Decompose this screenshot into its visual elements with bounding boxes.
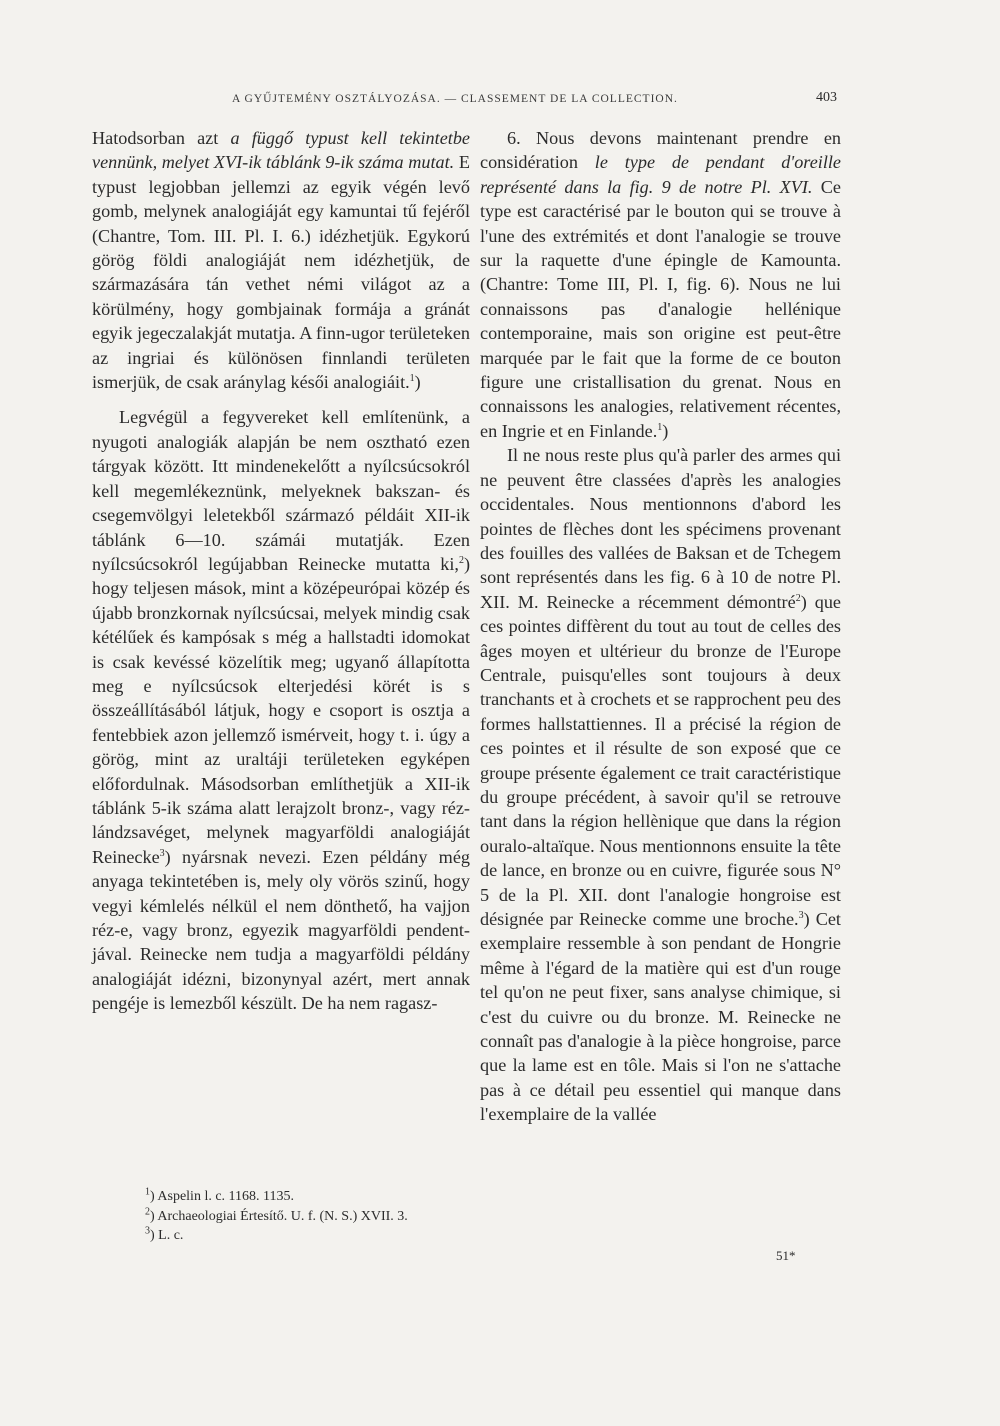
paragraph: Il ne nous reste plus qu'à parler des armes qui ne peuvent être classées d'après les analogies occidentales. Nous mentionnons d'abord les pointes de flèches dont les spécimens provenant des fouilles des vallées de Baksan et de Tchegem sont représentés dans les fig. 6 à 10 de notre Pl. XII. M. Reinecke a récemment démontré$^2$) que ces pointes diffèrent du tout au tout de celles des âges moyen et ultérieur du bronze de l'Europe Centrale, puisqu'elles sont toujours à deux tranchants et à crochets et se rapprochent peu des formes hallstattiennes. Il a précisé la région de ces pointes et il résulte de son exposé que ce groupe présente également ce trait caractéristique du groupe précédent, à savoir qu'il se retrouve tant dans la région hellènique que dans la région ouralo-altaïque. Nous mentionnons ensuite la tête de lance, en bronze ou en cuivre, figurée sous N° 5 de la Pl. XII. dont l'analogie hongroise est désignée par Reinecke comme une broche.$^3$) Cet exemplaire ressemble à son pendant de Hongrie même à l'égard de la matière qui est d'un rouge tel qu'on ne peut fixer, sans analyse chimique, si c'est du cuivre ou du bronze. M. Reinecke ne connaît pas d'analogie à la pièce hongroise, parce que la lame est en tôle. Mais si l'on ne s'attache pas à ce détail peu essentiel qui manque dans l'exemplaire de la vallée — [480, 445, 841, 1125]
footnote: $^1$) Aspelin l. c. 1168. 1135. — [145, 1186, 295, 1204]
hungarian-column — [92, 126, 470, 1016]
footnote-ref: 2 — [795, 592, 801, 604]
paragraph: 6. Nous devons maintenant prendre en considération le type de pendant d'oreille représenté dans la fig. 9 de notre Pl. XVI. Ce type est caractérisé par le bouton qui se trouve à l'une des extrémités et dont l'analogie se trouve sur la raquette d'une épingle de Kamounta. (Chantre: Tome III, Pl. I, fig. 6). Nous ne lui connaissons pas d'analogie hellénique contemporaine, mais son origine est peut-être marquée par le fait que la forme de ce bouton figure une cristallisation du grenat. Nous en connaissons les analogies, relativement récentes, en Ingrie et en Finlande.$^1$) — [480, 128, 841, 441]
paragraph: Legvégül a fegyvereket kell említenünk, a nyugoti analogiák alapján be nem osztható ezen tárgyak között. Itt mindenekelőtt a nyílcsúcsokról kell megemlékeznünk, melyeknek bakszan- és csegemvölgyi leletekből származó példáit XII-ik táblánk 6—10. számái mutatják. Ezen nyílcsúcsokról legújabban Reinecke mutatta ki,$^2$) hogy teljesen mások, mint a középeurópai közép és újabb bronzkornak nyílcsúcsai, melyek mindig csak kétélűek és kampósak s még a hallstadti idomokat is csak kevéssé közelítik meg; ugyanő állapította meg e nyílcsúcsok elterjedési körét is s összeállításából látjuk, hogy e csoport is osztja a fentebbiek azon jellemző ismérveit, hogy t. i. úgy a görög, mint az uraltáji területeken egyképen előfordulnak. Másodsorban említhetjük a XII-ik táblánk 5-ik száma alatt lerajzolt bronz-, vagy réz-lándzsavéget, melynek magyarföldi analogiáját Reinecke$^3$) nyársnak nevezi. Ezen példány még anyaga tekintetében is, mely oly vörös szinű, hogy vegyi kémlelés nélkül el nem dönthető, ha vajjon réz-e, vagy bronz, egyezik magyarföldi pendent-jával. Reinecke nem tudja a magyarföldi példány analogiáját idézni, bizonynyal azért, mert annak pengéje is lemezből készült. De ha nem ragasz- — [92, 407, 470, 1014]
footnote: $^3$) L. c. — [145, 1225, 184, 1243]
french-column — [480, 126, 841, 1127]
paragraph: Hatodsorban azt a függő typust kell tekintetbe vennünk, melyet XVI-ik táblánk 9-ik száma mutat. E typust legjobban jellemzi az egyik végén levő gomb, melynek analogiáját egy kamuntai tű fejéről (Chantre, Tom. III. Pl. I. 6.) idézhetjük. Egykorú görög földi analogiáját nem idézhetjük, de származására tán vethet némi világot az a körülmény, hogy gombjainak formája a gránát egyik jegeczalakját mutatja. A finn-ugor területeken az ingriai és különösen finnlandi területen ismerjük, de csak aránylag késői analogiáit.$^1$) — [92, 128, 470, 393]
footnote-ref: 1 — [657, 421, 663, 433]
footnote-ref: 1 — [409, 373, 415, 384]
signature-mark: 51* — [776, 1248, 796, 1263]
footnote-ref: 3 — [159, 847, 165, 859]
footnote: $^2$) Archaeologiai Értesítő. U. f. (N. S.) XVII. 3. — [145, 1205, 408, 1224]
running-title: A GYŰJTEMÉNY OSZTÁLYOZÁSA. — CLASSEMENT DE LA COLLECTION. — [232, 93, 678, 105]
page-number: 403 — [816, 90, 837, 105]
footnote-ref: 3 — [798, 909, 804, 921]
footnotes — [145, 1187, 505, 1246]
footnote-ref: 2 — [458, 554, 464, 566]
